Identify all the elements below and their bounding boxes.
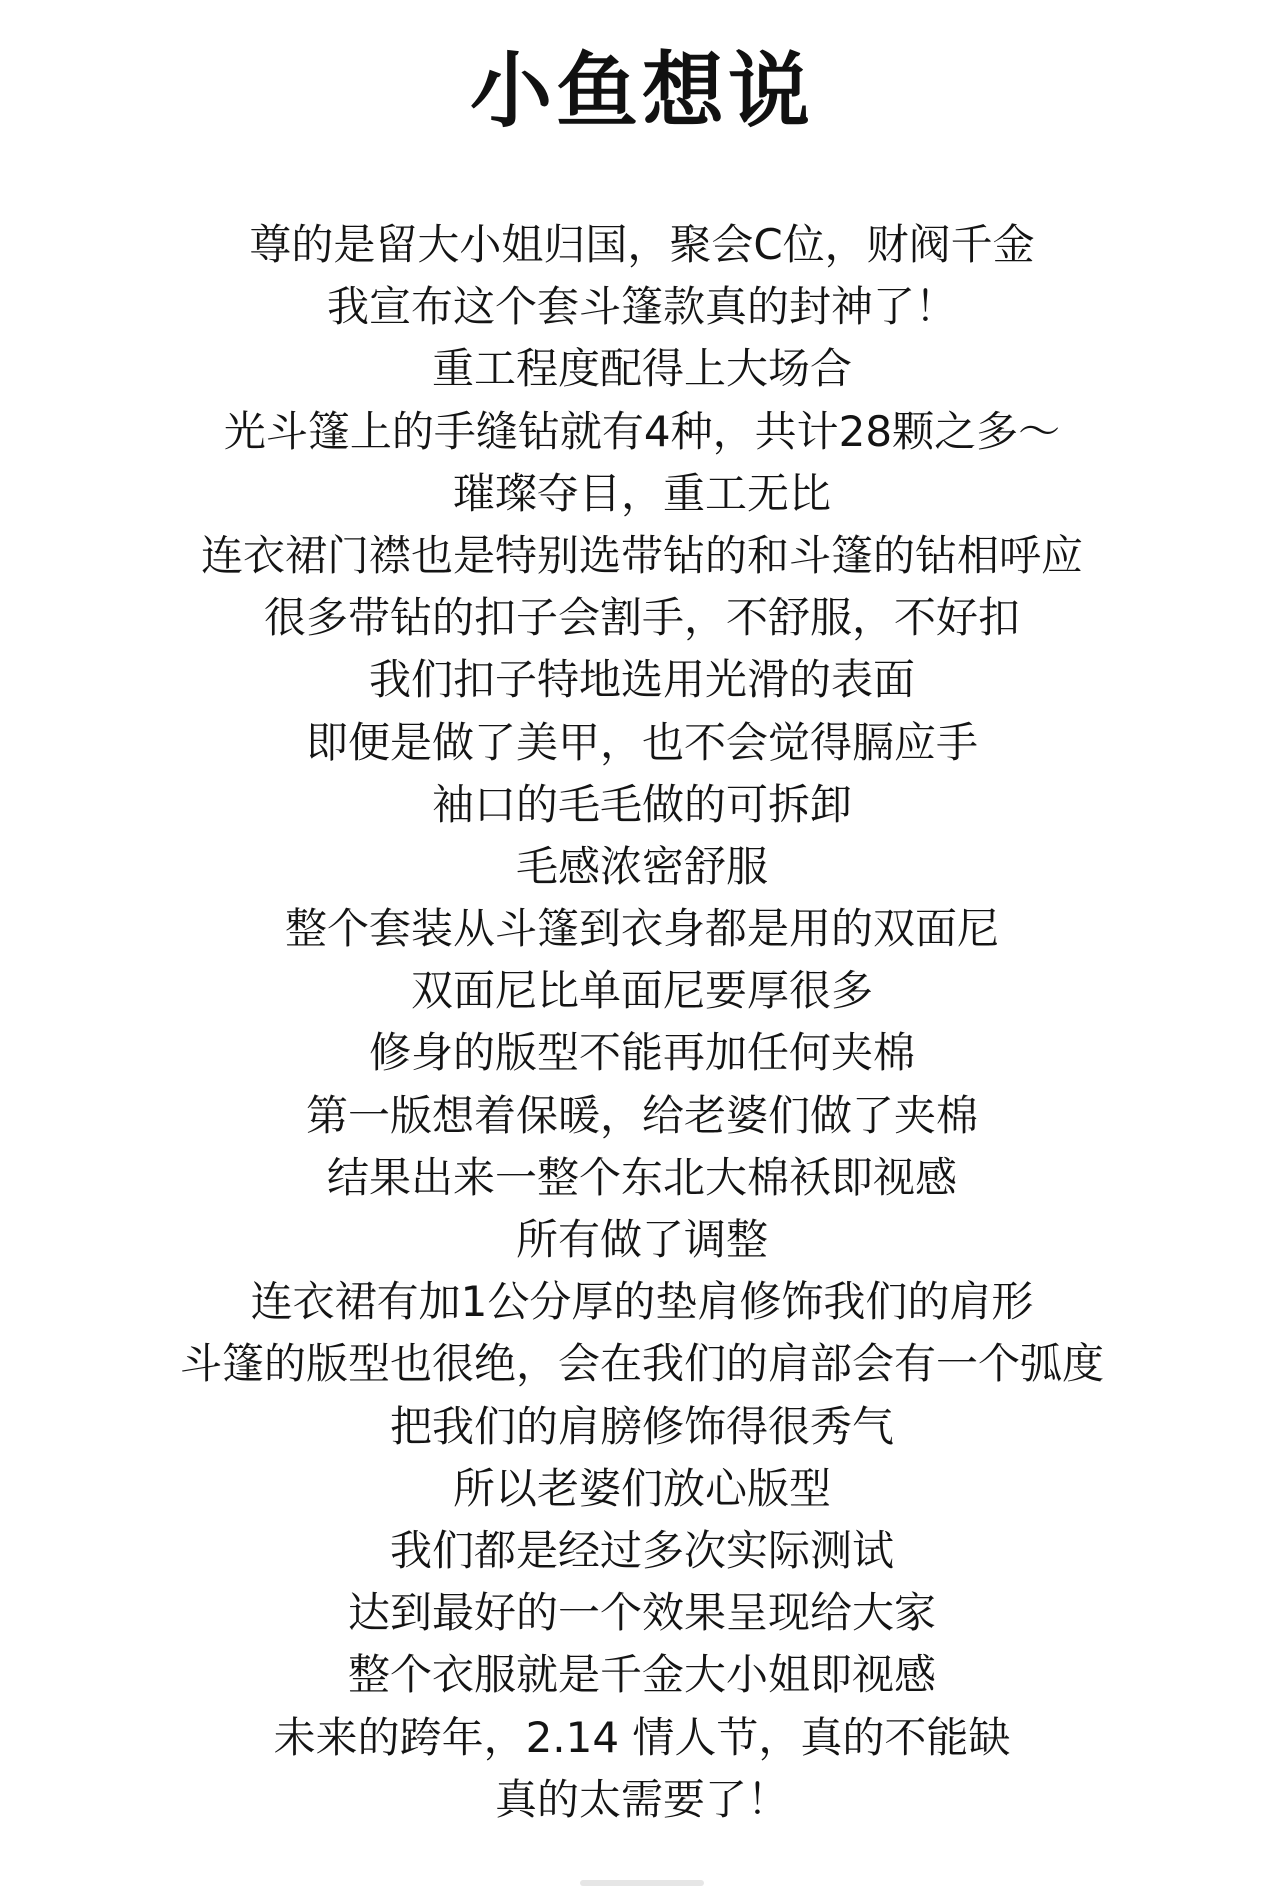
page-title: 小鱼想说 xyxy=(469,44,814,139)
text-line: 我们都是经过多次实际测试 xyxy=(389,1525,894,1575)
text-line: 修身的版型不能再加任何夹棉 xyxy=(368,1028,915,1078)
text-line: 把我们的肩膀修饰得很秀气 xyxy=(389,1401,894,1451)
text-line: 整个套装从斗篷到衣身都是用的双面尼 xyxy=(284,904,999,954)
text-line: 璀璨夺目，重工无比 xyxy=(452,468,831,518)
text-line: 达到最好的一个效果呈现给大家 xyxy=(347,1588,936,1638)
text-line: 我宣布这个套斗篷款真的封神了！ xyxy=(326,282,957,332)
text-line: 即便是做了美甲，也不会觉得膈应手 xyxy=(305,717,978,767)
text-line: 连衣裙有加1公分厚的垫肩修饰我们的肩形 xyxy=(250,1277,1034,1327)
text-line: 双面尼比单面尼要厚很多 xyxy=(410,966,873,1016)
text-line: 真的太需要了！ xyxy=(494,1774,789,1824)
text-line: 结果出来一整个东北大棉袄即视感 xyxy=(326,1152,957,1202)
text-line: 光斗篷上的手缝钻就有4种，共计28颗之多～ xyxy=(223,406,1061,456)
text-line: 未来的跨年，2.14 情人节，真的不能缺 xyxy=(273,1712,1011,1762)
text-line: 所以老婆们放心版型 xyxy=(452,1463,831,1513)
text-line: 重工程度配得上大场合 xyxy=(431,344,852,394)
text-line: 第一版想着保暖，给老婆们做了夹棉 xyxy=(305,1090,978,1140)
home-indicator xyxy=(580,1880,704,1886)
text-line: 袖口的毛毛做的可拆卸 xyxy=(431,779,852,829)
text-line: 连衣裙门襟也是特别选带钻的和斗篷的钻相呼应 xyxy=(200,530,1083,580)
text-line: 整个衣服就是千金大小姐即视感 xyxy=(347,1650,936,1700)
text-line: 尊的是留大小姐归国，聚会C位，财阀千金 xyxy=(249,220,1035,269)
text-line: 我们扣子特地选用光滑的表面 xyxy=(368,655,915,705)
text-line: 很多带钻的扣子会割手，不舒服，不好扣 xyxy=(263,593,1020,643)
text-line: 毛感浓密舒服 xyxy=(515,841,768,891)
text-line: 斗篷的版型也很绝，会在我们的肩部会有一个弧度 xyxy=(179,1339,1104,1389)
text-line: 所有做了调整 xyxy=(515,1215,768,1264)
body-text xyxy=(0,214,1284,1831)
